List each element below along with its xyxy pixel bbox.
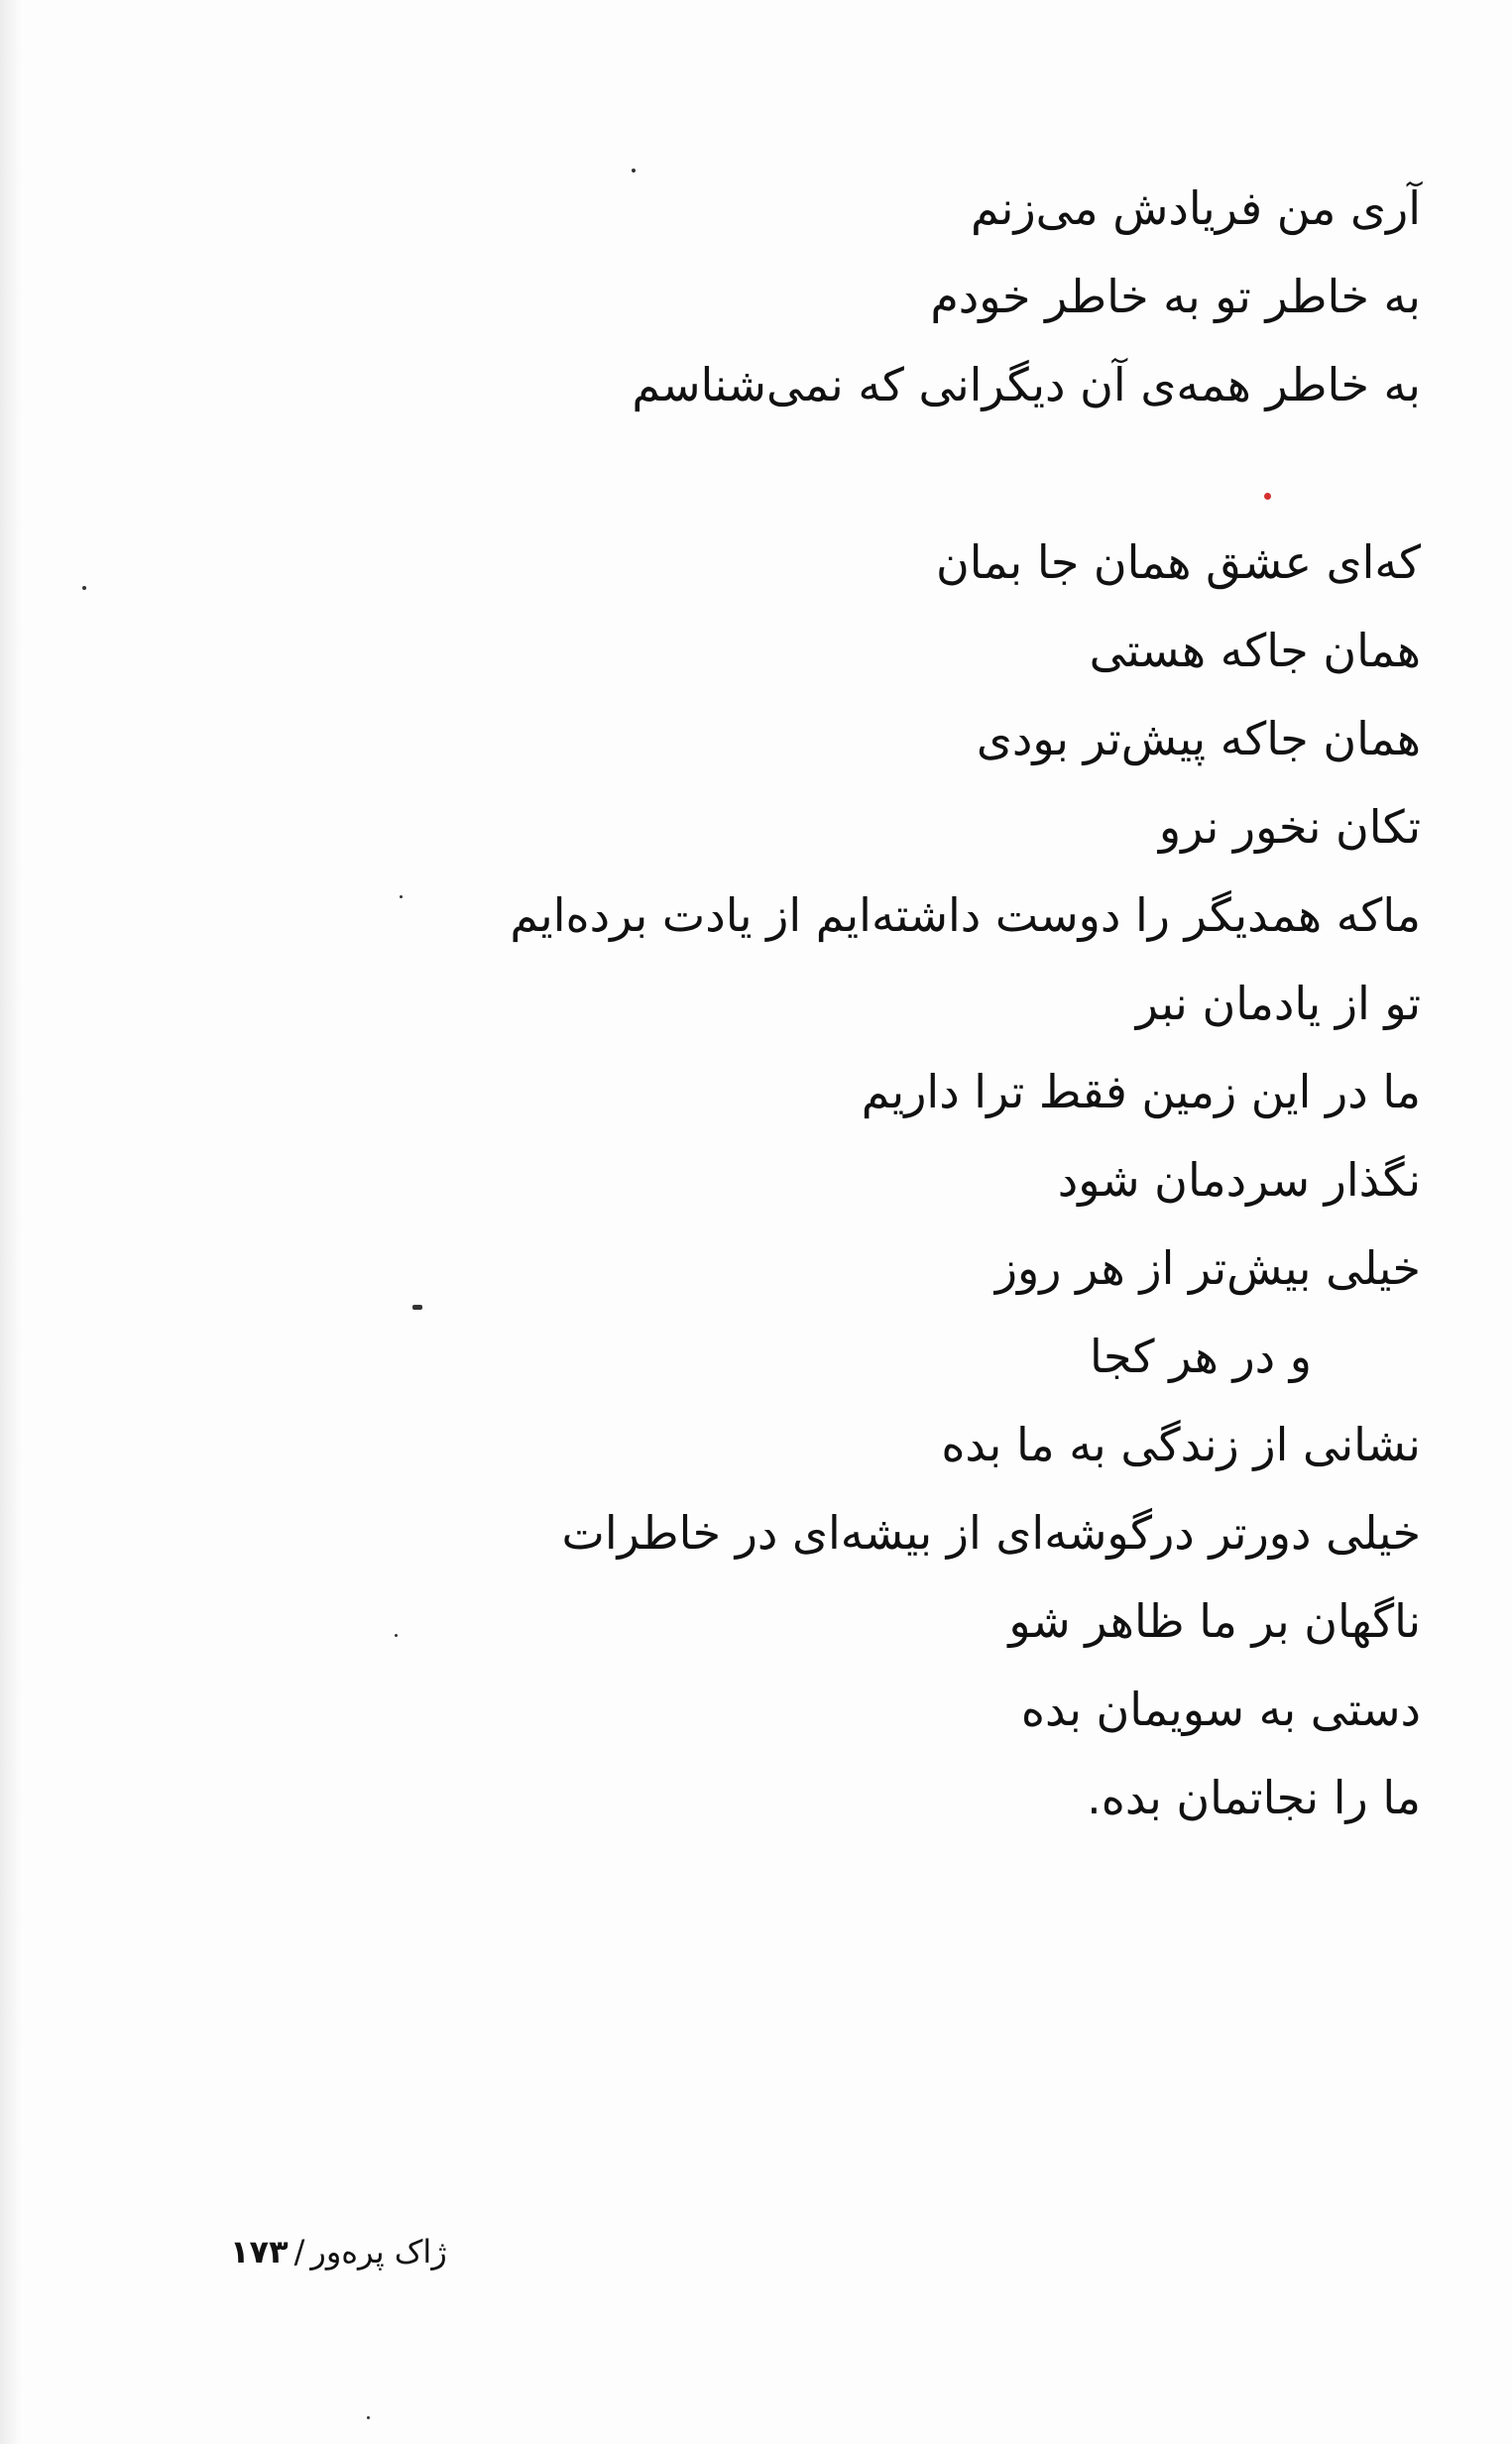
print-speck bbox=[632, 169, 636, 173]
footer-author: ژاک پره‌ور bbox=[310, 2233, 447, 2270]
poem-line: تکان نخور نرو bbox=[1158, 800, 1421, 854]
print-speck bbox=[395, 1634, 398, 1637]
print-speck bbox=[82, 586, 86, 590]
page-footer bbox=[230, 2233, 447, 2270]
poem-line: همان جاکه هستی bbox=[1089, 624, 1421, 677]
poem-line: خیلی دورتر درگوشه‌ای از بیشه‌ای در خاطرات bbox=[561, 1506, 1421, 1560]
poem-stanza-1 bbox=[330, 165, 1421, 429]
poem-line: نشانی از زندگی به ما بده bbox=[941, 1418, 1421, 1471]
poem-line-indented: و در هر کجا bbox=[1089, 1330, 1312, 1383]
print-speck bbox=[1264, 493, 1271, 500]
poem-stanza-2 bbox=[330, 519, 1421, 1842]
poem-line: آری من فریادش می‌زنم bbox=[971, 181, 1421, 235]
poem-line: ناگهان بر ما ظاهر شو bbox=[1008, 1594, 1421, 1648]
poem-line: که‌ای عشق همان جا بمان bbox=[936, 535, 1421, 589]
poem-line: تو از یادمان نبر bbox=[1135, 977, 1421, 1030]
poem-line: به خاطر همه‌ی آن دیگرانی که نمی‌شناسم bbox=[632, 358, 1421, 411]
page-number: ۱۷۳ bbox=[230, 2233, 289, 2270]
poem-line: همان جاکه پیش‌تر بودی bbox=[976, 712, 1421, 765]
poem-line: خیلی بیش‌تر از هر روز bbox=[994, 1241, 1421, 1295]
poem-line: دستی به سویمان بده bbox=[1020, 1683, 1421, 1736]
print-speck bbox=[400, 895, 403, 898]
print-speck bbox=[412, 1305, 422, 1310]
footer-separator: / bbox=[293, 2233, 305, 2270]
poem-line: ماکه همدیگر را دوست داشته‌ایم از یادت برده‌ایم bbox=[510, 888, 1421, 942]
print-speck bbox=[367, 2416, 370, 2419]
poem-line: به خاطر تو به خاطر خودم bbox=[930, 270, 1421, 323]
poem-line: ما در این زمین فقط ترا داریم bbox=[861, 1065, 1421, 1118]
poem-line: نگذار سردمان شود bbox=[1057, 1153, 1421, 1207]
poem-line: ما را نجاتمان بده. bbox=[1087, 1771, 1421, 1824]
